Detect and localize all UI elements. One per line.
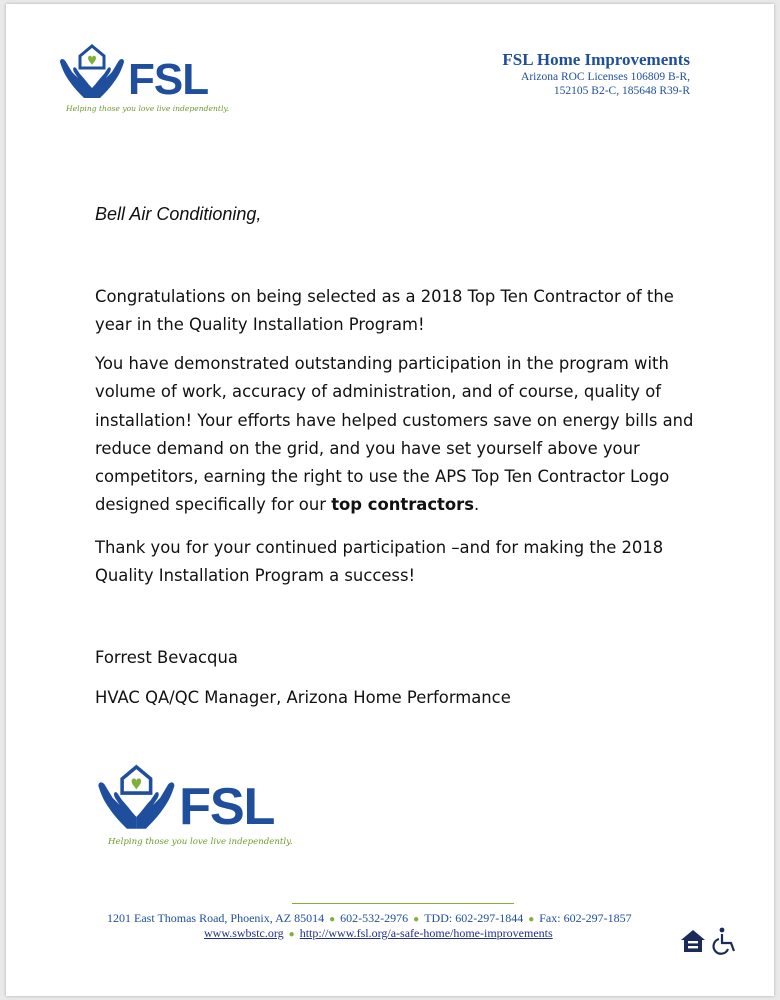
paragraph-2-end: . [474, 495, 480, 515]
fsl-logo-bottom [96, 764, 293, 854]
footer-address: 1201 East Thomas Road, Phoenix, AZ 85014 [107, 911, 325, 925]
paragraph-3-text: Thank you for your continued participation –and for making the 2018 Quality Installation Program a success! [95, 538, 664, 586]
signature-title: HVAC QA/QC Manager, Arizona Home Performance [95, 688, 511, 707]
license-line-2: 152105 B2-C, 185648 R39-R [553, 85, 690, 97]
fsl-logo-top [58, 44, 230, 119]
paragraph-participation [95, 350, 695, 520]
paragraph-1-text: Congratulations on being selected as a 2018 Top Ten Contractor of the year in the Quality Installation Program! [95, 287, 674, 335]
footer-fax: Fax: 602-297-1857 [539, 911, 632, 925]
signature-name: Forrest Bevacqua [95, 648, 238, 667]
separator-dot: ● [288, 929, 295, 940]
license-line-1: Arizona ROC Licenses 106809 B-R, [521, 71, 690, 83]
wheelchair-accessibility-icon [714, 928, 734, 954]
footer-tdd: TDD: 602-297-1844 [424, 911, 524, 925]
house-hands-icon [98, 767, 174, 829]
logo-text: FSL [128, 55, 209, 104]
link-fsl-home-improvements[interactable]: http://www.fsl.org/a-safe-home/home-improvements [299, 926, 553, 940]
footer-divider [292, 903, 514, 904]
separator-dot: ● [329, 914, 336, 925]
logo-tagline: Helping those you love live independently. [66, 104, 230, 113]
paragraph-congratulations [95, 283, 695, 340]
top-contractors-bold: top contractors [331, 495, 474, 515]
footer-phone: 602-532-2976 [340, 911, 409, 925]
separator-dot: ● [413, 914, 420, 925]
footer-contact-line [107, 911, 687, 926]
logo-tagline: Helping those you love live independently. [108, 837, 293, 847]
footer-links-line [204, 926, 604, 941]
separator-dot: ● [528, 914, 535, 925]
logo-text: FSL [179, 777, 275, 836]
paragraph-thank-you [95, 534, 695, 591]
paragraph-2-text: You have demonstrated outstanding participation in the program with volume of work, accuracy of administration, and of course, quality of installation! Your efforts have helped customers save on energy bills and reduce demand on the grid, and you have set yourself above your competitors, earning the right to use the APS Top Ten Contractor Logo designed specifically for our [95, 354, 694, 515]
salutation: Bell Air Conditioning, [95, 204, 262, 224]
company-name: FSL Home Improvements [502, 50, 690, 69]
compliance-icons [679, 926, 743, 956]
equal-housing-icon [681, 930, 705, 952]
letter-page [6, 4, 774, 996]
link-swbstc[interactable]: www.swbstc.org [204, 926, 284, 940]
company-header [502, 50, 690, 98]
house-hands-icon [60, 46, 124, 98]
